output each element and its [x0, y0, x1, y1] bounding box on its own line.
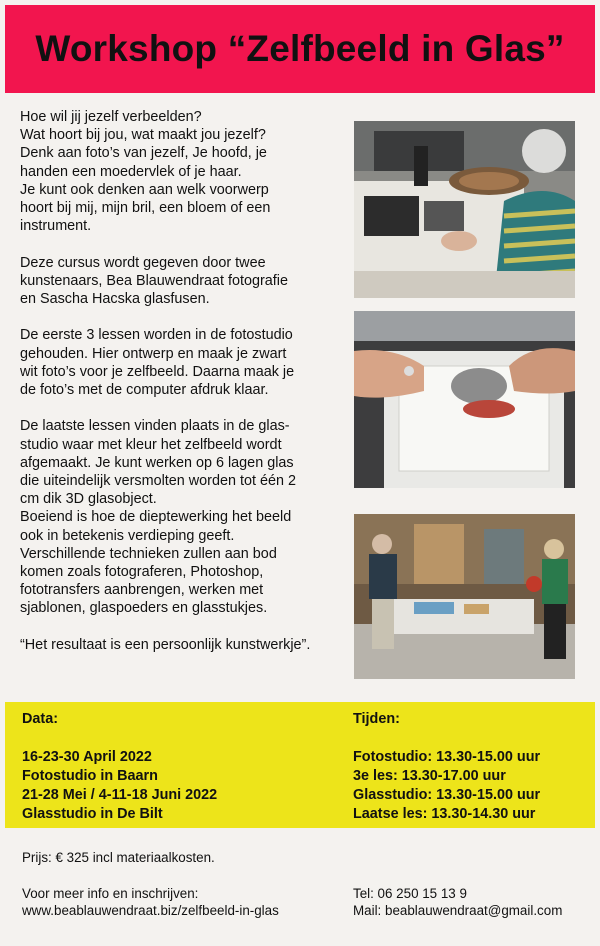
time-line: 3e les: 13.30-17.00 uur	[353, 768, 506, 784]
page-title: Workshop “Zelfbeeld in Glas”	[35, 28, 565, 69]
date-line: Fotostudio in Baarn	[22, 768, 158, 784]
date-line: Glasstudio in De Bilt	[22, 806, 163, 822]
price-text: Prijs: € 325 incl materiaalkosten.	[22, 850, 215, 865]
more-info-text: Voor meer info en inschrijven:	[22, 886, 199, 901]
teachers-paragraph: Deze cursus wordt gegeven door twee kunstenaars, Bea Blauwendraat fotografie en Sascha Hacska glasfusen.	[20, 254, 288, 308]
photo-lessons-paragraph: De eerste 3 lessen worden in de fotostudio gehouden. Hier ontwerp en maak je zwart wit foto’s voor je zelfbeeld. Daarna maak je de foto’s met de computer afdruk klaar.	[20, 327, 295, 399]
photo-cutting-prints	[354, 121, 575, 298]
description-text	[20, 108, 350, 672]
website-link[interactable]: www.beablauwendraat.biz/zelfbeeld-in-glas	[22, 903, 279, 918]
quote-line: “Het resultaat is een persoonlijk kunstwerkje”.	[20, 636, 311, 653]
time-line: Fotostudio: 13.30-15.00 uur	[353, 749, 541, 765]
title-banner	[5, 5, 595, 93]
times-column	[353, 710, 540, 824]
time-line: Glasstudio: 13.30-15.00 uur	[353, 787, 541, 803]
footer-info	[22, 849, 279, 919]
photo-glass-print	[354, 311, 575, 488]
dates-column	[22, 710, 217, 824]
dates-heading: Data:	[22, 711, 58, 727]
footer-contact	[353, 885, 562, 919]
date-line: 16-23-30 April 2022	[22, 749, 152, 765]
email-link[interactable]: Mail: beablauwendraat@gmail.com	[353, 903, 563, 918]
date-line: 21-28 Mei / 4-11-18 Juni 2022	[22, 787, 218, 803]
schedule-panel	[5, 702, 595, 828]
phone-text: Tel: 06 250 15 13 9	[353, 886, 467, 901]
glass-lessons-paragraph: De laatste lessen vinden plaats in de glas- studio waar met kleur het zelfbeeld wordt afgemaakt. Je kunt werken op 6 lagen glas die uiteindelijk versmolten worden tot één 2 cm dik 3D glasobject.	[20, 418, 296, 508]
photo-glass-studio	[354, 514, 575, 679]
time-line: Laatse les: 13.30-14.30 uur	[353, 806, 536, 822]
times-heading: Tijden:	[353, 711, 400, 727]
intro-paragraph: Hoe wil jij jezelf verbeelden? Wat hoort bij jou, wat maakt jou jezelf? Denk aan foto’s van jezelf, Je hoofd, je handen een moedervlek of je haar. Je kunt ook denken aan welk voorwerp hoort bij mij, mijn bril, een bloem of een instrument.	[20, 109, 271, 235]
techniques-paragraph: Boeiend is hoe de dieptewerking het beeld ook in betekenis verdieping geeft. Verschillende technieken zullen aan bod komen zoals fotograferen, Photoshop, fototransfers aanbrengen, werken met sjablonen, glaspoeders en glasstukjes.	[20, 509, 292, 617]
